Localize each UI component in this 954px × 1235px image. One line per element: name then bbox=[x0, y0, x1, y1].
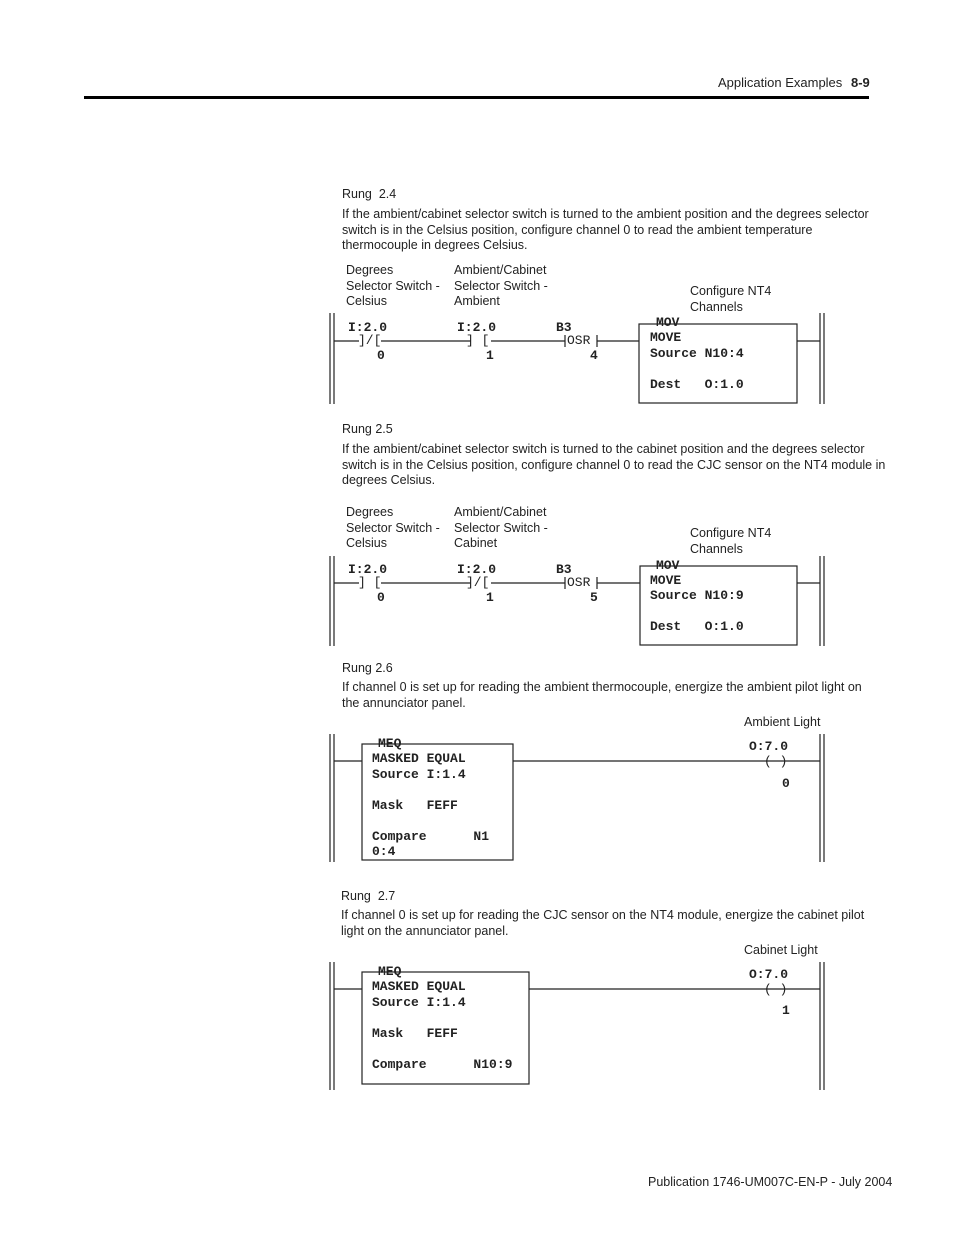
label-line: Ambient/Cabinet bbox=[454, 505, 547, 519]
osr-address: B3 bbox=[556, 562, 572, 577]
label-line: Selector Switch - bbox=[346, 278, 440, 293]
block-comment bbox=[690, 526, 771, 557]
description-line: the annunciator panel. bbox=[342, 695, 466, 710]
label-line: Degrees bbox=[346, 505, 394, 519]
block-source: Source N10:9 bbox=[650, 588, 744, 603]
block-compare-cont: 0:4 bbox=[372, 844, 396, 859]
contact-symbol: ] [ bbox=[466, 333, 490, 348]
description-line: light on the annunciator panel. bbox=[341, 923, 509, 938]
block-source: Source I:1.4 bbox=[372, 995, 466, 1010]
coil-address: O:7.0 bbox=[749, 739, 789, 754]
rung-title: Rung 2.5 bbox=[342, 422, 393, 436]
block-dest: Dest O:1.0 bbox=[650, 619, 744, 634]
label-line: Ambient/Cabinet bbox=[454, 263, 547, 277]
comment-line: Channels bbox=[690, 541, 743, 556]
description-line: switch is in the Celsius position, configure channel 0 to read the CJC sensor on the NT4 module in bbox=[342, 457, 886, 472]
block-tag: MEQ bbox=[378, 736, 402, 751]
label-line: Celsius bbox=[346, 536, 387, 550]
contact-symbol: ] [ bbox=[358, 575, 382, 590]
header-page-number: 8-9 bbox=[851, 75, 870, 90]
block-name: MASKED EQUAL bbox=[372, 979, 466, 994]
block-name: MOVE bbox=[650, 330, 682, 345]
block-name: MOVE bbox=[650, 573, 682, 588]
contact-address: I:2.0 bbox=[348, 562, 388, 577]
contact-bit: 1 bbox=[486, 590, 494, 605]
comment-line: Channels bbox=[690, 299, 743, 314]
block-tag: MOV bbox=[656, 558, 680, 573]
label-line: Selector Switch - bbox=[454, 520, 548, 535]
rung-title: Rung 2.7 bbox=[341, 889, 396, 903]
description-line: If the ambient/cabinet selector switch is turned to the cabinet position and the degrees selector bbox=[342, 442, 865, 456]
label-line: Cabinet bbox=[454, 536, 498, 550]
contact-bit: 1 bbox=[486, 348, 494, 363]
label-line: Selector Switch - bbox=[346, 520, 440, 535]
description-line: switch is in the Celsius position, configure channel 0 to read the ambient temperature bbox=[342, 222, 813, 237]
block-source: Source N10:4 bbox=[650, 346, 744, 361]
rung-description bbox=[342, 680, 862, 711]
label-line: Ambient bbox=[454, 294, 500, 308]
osr-bit: 4 bbox=[590, 348, 598, 363]
contact-label bbox=[454, 505, 548, 552]
description-line: degrees Celsius. bbox=[342, 473, 436, 487]
label-line: Celsius bbox=[346, 294, 387, 308]
osr-address: B3 bbox=[556, 320, 572, 335]
block-tag: MEQ bbox=[378, 964, 402, 979]
comment-line: Configure NT4 bbox=[690, 284, 772, 298]
contact-label bbox=[346, 263, 440, 310]
description-line: If the ambient/cabinet selector switch is turned to the ambient position and the degrees selector bbox=[342, 207, 869, 221]
label-line: Degrees bbox=[346, 263, 394, 277]
header-section-title: Application Examples bbox=[718, 75, 843, 90]
contact-bit: 0 bbox=[377, 348, 385, 363]
block-mask: Mask FEFF bbox=[372, 798, 458, 813]
block-source: Source I:1.4 bbox=[372, 767, 466, 782]
block-dest: Dest O:1.0 bbox=[650, 377, 744, 392]
contact-label bbox=[346, 505, 440, 552]
contact-label bbox=[454, 263, 548, 310]
coil-symbol: ( ) bbox=[764, 982, 788, 997]
contact-symbol: ]/[ bbox=[358, 333, 382, 348]
contact-symbol: ]/[ bbox=[466, 575, 490, 590]
block-compare: Compare N10:9 bbox=[372, 1057, 513, 1072]
block-compare: Compare N1 bbox=[372, 829, 490, 844]
rung-title: Rung 2.6 bbox=[342, 661, 393, 675]
output-label: Cabinet Light bbox=[744, 943, 818, 957]
contact-bit: 0 bbox=[377, 590, 385, 605]
footer-publication: Publication 1746-UM007C-EN-P - July 2004 bbox=[648, 1175, 893, 1189]
coil-bit: 0 bbox=[782, 776, 790, 791]
coil-bit: 1 bbox=[782, 1003, 790, 1018]
block-tag: MOV bbox=[656, 315, 680, 330]
description-line: If channel 0 is set up for reading the ambient thermocouple, energize the ambient pilot light on bbox=[342, 680, 862, 694]
osr-symbol: OSR bbox=[567, 333, 591, 348]
rung-description bbox=[342, 442, 885, 489]
comment-line: Configure NT4 bbox=[690, 526, 772, 540]
rung-description bbox=[341, 908, 864, 939]
block-comment bbox=[690, 284, 771, 315]
description-line: thermocouple in degrees Celsius. bbox=[342, 238, 528, 252]
rung-title: Rung 2.4 bbox=[342, 187, 397, 201]
contact-address: I:2.0 bbox=[348, 320, 388, 335]
block-name: MASKED EQUAL bbox=[372, 751, 466, 766]
contact-address: I:2.0 bbox=[457, 320, 497, 335]
contact-address: I:2.0 bbox=[457, 562, 497, 577]
osr-bit: 5 bbox=[590, 590, 598, 605]
coil-address: O:7.0 bbox=[749, 967, 789, 982]
block-mask: Mask FEFF bbox=[372, 1026, 458, 1041]
output-label: Ambient Light bbox=[744, 715, 821, 729]
label-line: Selector Switch - bbox=[454, 278, 548, 293]
header-rule bbox=[84, 96, 869, 99]
rung-description bbox=[342, 207, 869, 254]
description-line: If channel 0 is set up for reading the CJC sensor on the NT4 module, energize the cabinet pilot bbox=[341, 908, 865, 922]
osr-symbol: OSR bbox=[567, 575, 591, 590]
coil-symbol: ( ) bbox=[764, 754, 788, 769]
